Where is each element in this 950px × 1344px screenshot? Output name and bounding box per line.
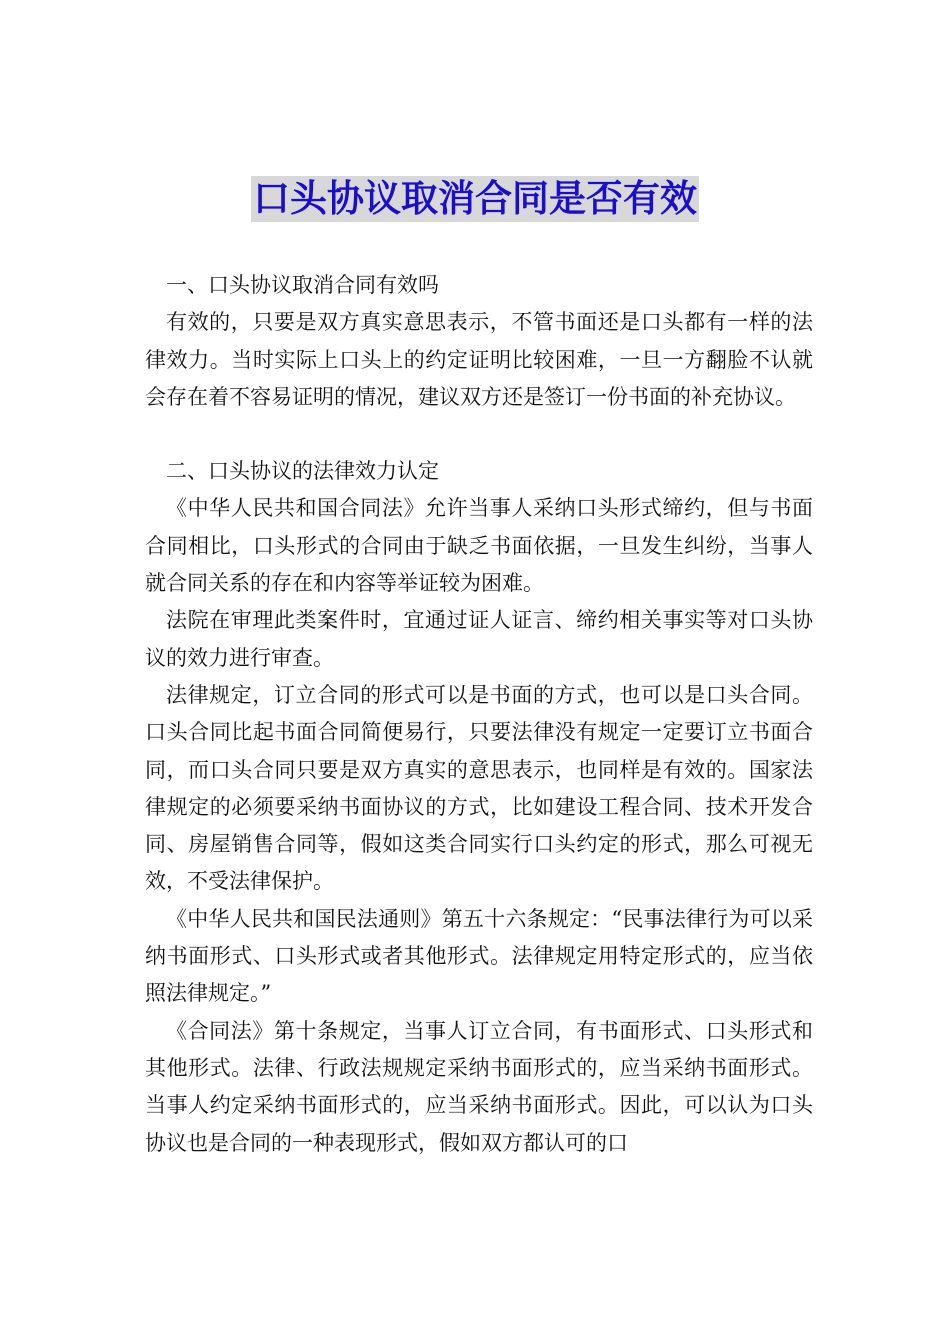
section-heading-2: 二、口头协议的法律效力认定 [166, 459, 439, 484]
paragraph-4: 法律规定，订立合同的形式可以是书面的方式，也可以是口头合同。口头合同比起书面合同简便易行，只要法律没有规定一定要订立书面合同，而口头合同只要是双方真实的意思表示，也同样是有效的。国家法律规定的必须要采纳书面协议的方式，比如建设工程合同、技术开发合同、房屋销售合同等，假如这类合同实行口头约定的形式，那么可视无效，不受法律保护。 [145, 682, 813, 894]
paragraph-6: 《合同法》第十条规定，当事人订立合同，有书面形式、口头形式和其他形式。法律、行政法规规定采纳书面形式的，应当采纳书面形式。当事人约定采纳书面形式的，应当采纳书面形式。因此，可以认为口头协议也是合同的一种表现形式，假如双方都认可的口 [145, 1018, 813, 1155]
paragraph-gap [145, 416, 813, 453]
section-heading-1: 一、口头协议取消合同有效吗 [166, 273, 439, 297]
title-container [0, 176, 950, 222]
document-title: 口头协议取消合同是否有效 [253, 177, 697, 220]
paragraph-1: 有效的，只要是双方真实意思表示，不管书面还是口头都有一样的法律效力。当时实际上口头上的约定证明比较困难，一旦一方翻脸不认就会存在着不容易证明的情况，建议双方还是签订一份书面的补充协议。 [145, 310, 813, 409]
document-body [145, 267, 813, 1162]
paragraph-5: 《中华人民共和国民法通则》第五十六条规定：“民事法律行为可以采纳书面形式、口头形式或者其他形式。法律规定用特定形式的，应当依照法律规定。” [145, 906, 813, 1006]
paragraph-3: 法院在审理此类案件时，宜通过证人证言、缔约相关事实等对口头协议的效力进行审查。 [145, 608, 813, 670]
paragraph-2: 《中华人民共和国合同法》允许当事人采纳口头形式缔约，但与书面合同相比，口头形式的合同由于缺乏书面依据，一旦发生纠纷，当事人就合同关系的存在和内容等举证较为困难。 [145, 496, 813, 596]
